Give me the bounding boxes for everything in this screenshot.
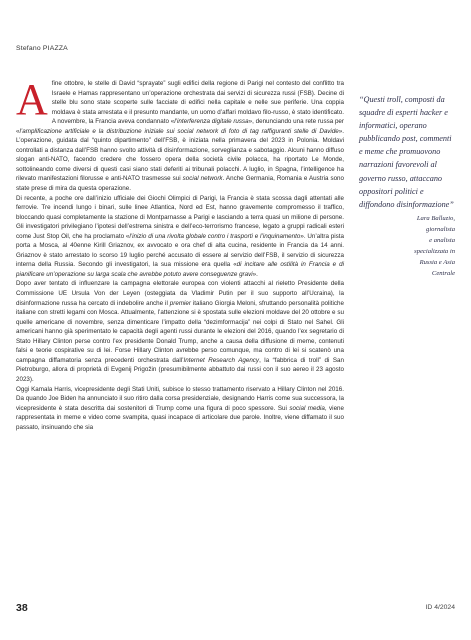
italic-text: social media [289, 404, 325, 412]
italic-text: l’inizio di una rivolta globale contro i trasporti e l’inquinamento [129, 232, 301, 240]
body-text: , la “fabbrica di troll” di San Pietroburgo, allora di proprietà di Evgenij Prigožin (presumibilmente abbattuto dai russi con il suo aereo il 23 agosto 2023). [16, 356, 344, 383]
italic-text: Internet Research Agency [183, 356, 260, 364]
credit-line: Centrale [431, 269, 455, 277]
paragraph [16, 385, 344, 433]
body-text: Di recente, a poche ore dall’inizio ufficiale dei Giochi Olimpici di Parigi, la Francia è stata scossa dagli attentati alle ferrovie. Tre incendi lungo i binari, sulle linee Atlantica, Nord ed Est, hanno gravemente compromesso il traffico, bloccando quasi completamente la stazione di Montparnasse a Parigi e lasciando a terra quasi un milione di persone. Gli investigatori privilegiano l’ipotesi dell’estrema sinistra e dell’eco-terrorismo francese, legato a gruppi radicali esteri come Just Stop Oil, che ha proclamato « [16, 194, 344, 240]
paragraph [16, 75, 345, 194]
pull-quote: “Questi troll, composti da squadre di esperti hacker e informatici, operano pubblicando post, commenti e meme che promuovono narrazioni favorevoli al governo russo, attaccano oppositori politici e diffondono disinformazione” [359, 95, 454, 209]
page-number: 38 [16, 602, 28, 614]
italic-text: di incitare alle ostilità in Francia e di pianificare un’operazione su larga scala che avrebbe potuto avere conseguenze gravi [16, 261, 344, 278]
paragraph [16, 279, 344, 384]
body-text: ». [252, 270, 258, 278]
credit-line: specializzata in [414, 247, 455, 255]
credit-line: e analista [429, 236, 455, 244]
drop-cap: A [16, 75, 48, 124]
issue-label: ID 4/2024 [425, 604, 455, 611]
body-text: italiano Giorgia Meloni, sfruttando personalità politiche italiane con stretti legami con Mosca. Attualmente, l’attenzione si è spostata sulle elezioni moldave del 20 ottobre e su quelle americane di novembre, senza dimenticare l’impatto della “dezimformacija” nei colpi di Stato nel Sahel. Gli americani hanno già sperimentato le capacità degli agenti russi durante le elezioni del 2016, quando l’ex segretario di Stato Hillary Clinton perse contro l’ex presidente Donald Trump, anche a causa della diffusione di meme, contenuti falsi e teorie cospirative su di lei. Forse Hillary Clinton avrebbe perso comunque, ma contro di lei si scatenò una campagna diffamatoria senza precedenti orchestrata dall’ [16, 299, 344, 364]
credit-line: Russia e Asia [419, 258, 455, 266]
body-text: », denunciando una rete russa per « [16, 118, 344, 135]
credit-line: Lara Balluzio, [416, 214, 455, 222]
italic-text: l’interferenza digitale russa [174, 118, 249, 126]
body-text: , viene rappresentata in meme e video come svampita, quasi incapace di articolare due parole. Inoltre, viene diffamato il suo passato, insinuando che sia [16, 404, 344, 431]
body-text: ». L’operazione, guidata dal “quinto dipartimento” dell’FSB, è iniziata nella primavera del 2023 in Polonia. Moldavi controllati a distanza dall’FSB hanno svolto attività di disinformazione, sorveglianza e sabotaggio. Alcuni hanno diffuso slogan anti-NATO, facendo credere che fossero opera della società civile polacca, ha riportato Le Monde, sottolineando come diversi di questi casi siano stati deferiti ai tribunali polacchi. A luglio, in Spagna, l’intelligence ha rilevato manifestazioni filorusse e anti-NATO trasmesse sui [16, 127, 344, 183]
article-body [16, 75, 345, 432]
credit-line: giornalista [426, 225, 455, 233]
quote-credit [359, 213, 455, 279]
italic-text: premier [169, 299, 191, 307]
paragraph [16, 194, 344, 280]
author-name: Stefano PIAZZA [16, 45, 68, 52]
body-text: Oggi Kamala Harris, vicepresidente degli Stati Uniti, subisce lo stesso trattamento riservato a Hillary Clinton nel 2016. Da quando Joe Biden ha annunciato il suo ritiro dalla corsa presidenziale, designando Harris come sua successora, la vicepresidente è stata descritta dai sostenitori di Trump come una figura di poco spessore. Sui [16, 385, 344, 412]
pull-quote-box [359, 93, 455, 279]
italic-text: l’amplificazione artificiale e la distribuzione iniziale sui social network di foto di tag raffiguranti stelle di Davide [19, 127, 339, 135]
body-text: . Anche Germania, Romania e Austria sono state prese di mira da questa operazione. [16, 175, 345, 193]
body-text: fine ottobre, le stelle di David “sprayate” sugli edifici della regione di Parigi nel contesto del conflitto tra Israele e Hamas rappresentano un’operazione orchestrata dai servizi di sicurezza russi (FSB). Decine di stelle blu sono state scoperte sulle facciate di edifici nella capitale e nelle sue periferie. Una coppia moldava è stata arrestata e il presunto mandante, un uomo d’affari moldavo filo-russo, è stato identificato. A novembre, la Francia aveva condannato « [51, 80, 344, 126]
body-text: ». Un’altra pista porta a Mosca, al 40enne Kirill Griaznov, ex avvocato e ora chef di alta cucina, residente in Francia da 14 anni. Griaznov è stato arrestato lo scorso 19 luglio perché accusato di essere al servizio dell’FSB, il servizio di sicurezza interna della Russia. Secondo gli investigatori, la sua missione era quella « [16, 232, 345, 269]
body-text: Dopo aver tentato di influenzare la campagna elettorale europea con violenti attacchi al rieletto Presidente della Commissione UE Ursula Von der Leyen (osteggiata da Vladimir Putin per il suo supporto all’Ucraina), la disinformazione russa ha cercato di indebolire anche il [16, 280, 344, 307]
italic-text: social network [182, 175, 223, 183]
